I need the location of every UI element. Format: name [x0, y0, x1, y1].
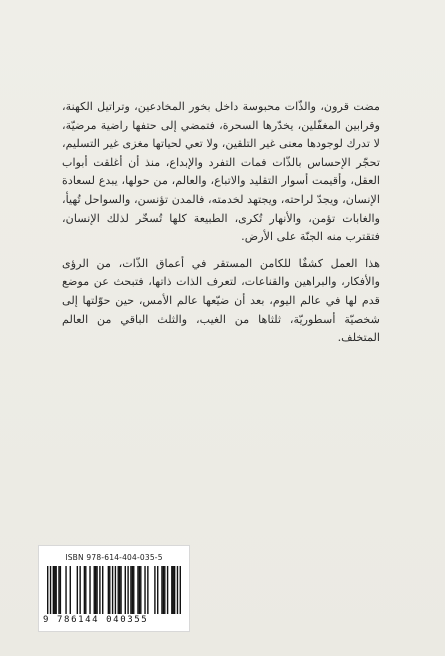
barcode-bar — [171, 566, 172, 614]
barcode-bar — [125, 566, 126, 614]
barcode-bar — [174, 566, 175, 614]
blurb-paragraph-2: هذا العمل كشفٌا للكامن المستقر في أعماق الذّات، من الرؤى والأفكار، والبراهين والقناعات، لتعرف الذات ذاتها، فتبحث عن موضع قدم لها في عالم اليوم، بعد أن ضيّعها عالم الأمس، حين حوّلتها إلى شخصيّة أسطوريّة، ثلثاها من الغيب، والثلث الباقي من العالم المتخلف. — [62, 256, 380, 345]
blurb-text — [62, 98, 380, 356]
barcode-bar — [119, 566, 120, 614]
barcode-bar — [96, 566, 97, 614]
barcode-bar — [130, 566, 131, 614]
barcode-bar — [95, 566, 96, 614]
barcode-bar — [77, 566, 78, 614]
barcode-bar — [99, 566, 100, 614]
barcode-bar — [180, 566, 181, 614]
barcode-bar — [89, 566, 90, 614]
barcode-bar — [177, 566, 178, 614]
barcode-bar — [147, 566, 148, 614]
barcode-bar — [70, 566, 71, 614]
barcode-bar — [60, 566, 61, 614]
blurb-paragraph-1: مضت قرون، والذّات محبوسة داخل بخور المخادعين، وتراتيل الكهنة، وقرابين المغفّلين، يخدّرها السحرة، فتمضي إلى حتفها راضية مرضيّة، لا تدرك لوجودها معنى غير التلقين، ولا تعي لحياتها مغزى غير التسليم، تحجّر الإحساس بالذّات فمات التفرد والإبداع، منذ أن أغلقت أبواب العقل، وأقيمت أسوار التقليد والاتباع، والعالم، من حولها، يبدع لسعادة الإنسان، ويجدّ لراحته، ويجتهد لخدمته، فالمدن تؤنسن، والسواحل تُهيأ، والغابات تؤمن، والأنهار تُكرى، الطبيعة كلها تُسخّر لذلك الإنسان، فتقترب منه الجنّة على الأرض. — [62, 100, 380, 244]
barcode-bar — [164, 566, 165, 614]
barcode-bar — [139, 566, 140, 614]
barcode-bar — [53, 566, 54, 614]
barcode-bar — [50, 566, 51, 614]
barcode-bar — [55, 566, 56, 614]
barcode-bar — [112, 566, 113, 614]
barcode-bar — [84, 566, 85, 614]
barcode-bar — [133, 566, 134, 614]
barcode-bar — [120, 566, 121, 614]
barcode-bar — [115, 566, 116, 614]
barcode-bar — [144, 566, 145, 614]
barcode-bar — [102, 566, 103, 614]
barcode-bar — [65, 566, 66, 614]
isbn-barcode — [38, 545, 190, 632]
barcode-bar — [85, 566, 86, 614]
barcode-bar — [137, 566, 138, 614]
barcode-bar — [118, 566, 119, 614]
barcode-bar — [94, 566, 95, 614]
barcode-bar — [127, 566, 128, 614]
barcode-bar — [79, 566, 80, 614]
barcode-bar — [157, 566, 158, 614]
barcode-bar — [108, 566, 109, 614]
barcode-bar — [140, 566, 141, 614]
barcode-bars — [47, 566, 181, 614]
isbn-label: ISBN 978-614-404-035-5 — [65, 553, 163, 562]
barcode-bar — [154, 566, 155, 614]
barcode-bar — [163, 566, 164, 614]
barcode-bar — [173, 566, 174, 614]
barcode-bar — [47, 566, 48, 614]
barcode-bar — [109, 566, 110, 614]
barcode-bar — [132, 566, 133, 614]
ean-digits: 9 786144 040355 — [43, 615, 149, 625]
barcode-bar — [161, 566, 162, 614]
barcode-bar — [58, 566, 59, 614]
barcode-bar — [54, 566, 55, 614]
barcode-bar — [167, 566, 168, 614]
